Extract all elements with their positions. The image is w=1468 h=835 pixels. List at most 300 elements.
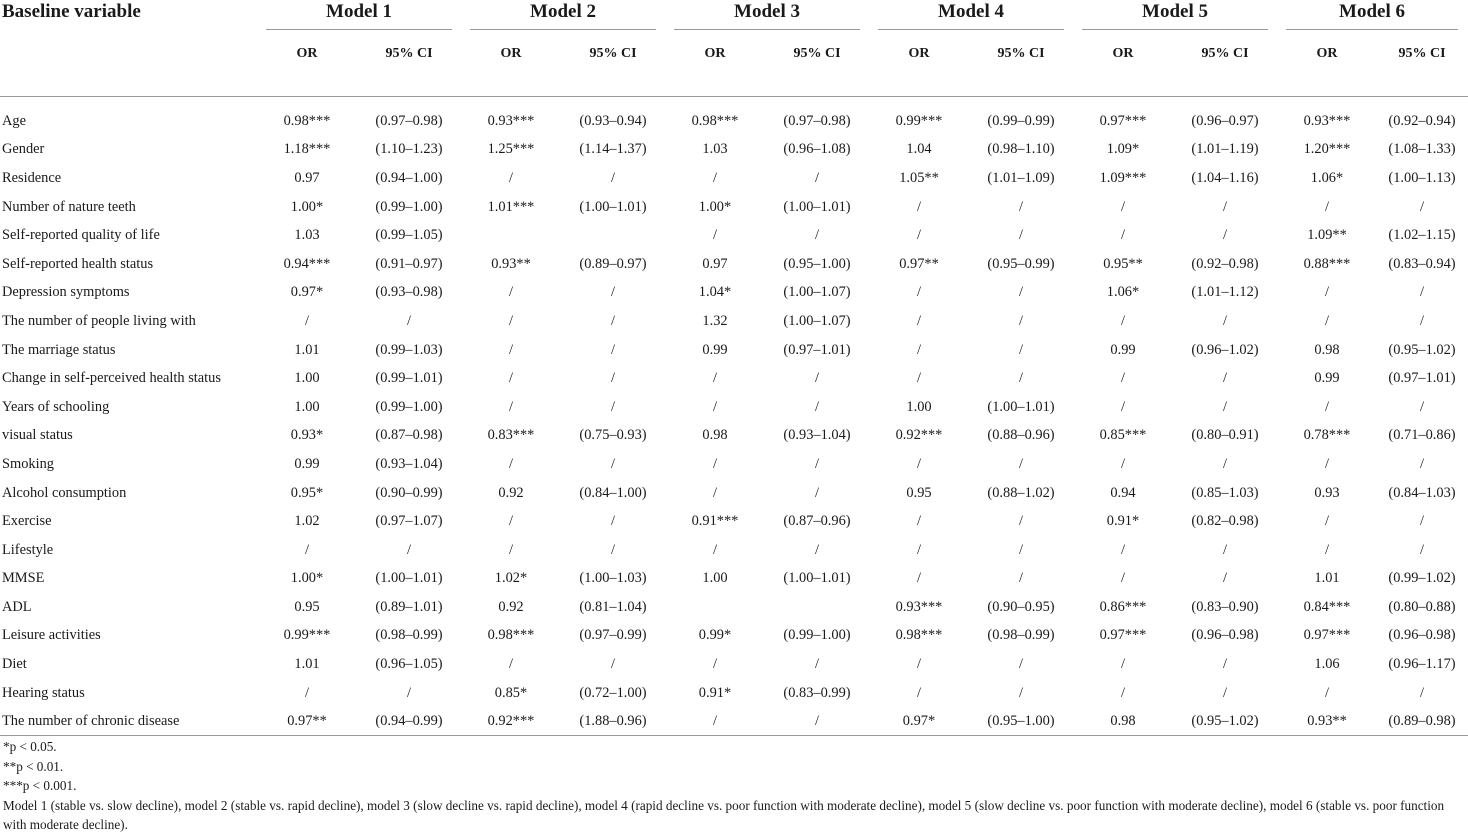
or-cell-model-6: 0.98 <box>1314 341 1340 358</box>
ci-cell-model-6: (0.96–1.17) <box>1388 656 1456 673</box>
or-cell-model-1: 0.93* <box>290 427 324 444</box>
ci-cell-model-4: (0.99–0.99) <box>987 112 1055 129</box>
variable-name-cell: MMSE <box>2 570 45 587</box>
or-cell-model-1: 0.97** <box>258 707 356 736</box>
variable-name-cell: Change in self-perceived health status <box>2 370 221 387</box>
or-cell-model-1: 1.03 <box>294 227 320 244</box>
or-cell-model-4: / <box>917 284 921 301</box>
footnote-model-descriptions: Model 1 (stable vs. slow decline), model 2 (stable vs. rapid decline), model 3 (slow decline vs. rapid decline), model 4 (rapid decline vs. poor function with moderate decline), model 5 (slow decline vs. poor function with moderate decline), model 6 (stable vs. poor function with moderate decline). <box>3 797 1445 833</box>
or-cell-model-4: 0.98*** <box>895 627 943 644</box>
ci-cell-model-4: (0.95–0.99) <box>987 255 1055 272</box>
ci-cell-model-1: (0.90–0.99) <box>375 484 443 501</box>
or-cell-model-6: 1.06 <box>1314 656 1340 673</box>
variable-name-cell: Self-reported health status <box>2 255 154 272</box>
or-header: OR <box>870 30 968 97</box>
or-cell-model-6: / <box>1325 312 1329 329</box>
ci-cell-model-3: (0.95–1.00) <box>783 255 851 272</box>
or-header: OR <box>666 30 764 97</box>
ci-cell-model-2: (0.89–0.97) <box>579 255 647 272</box>
or-cell-model-4: 0.93*** <box>895 598 943 615</box>
model-5-header: Model 5 <box>1074 0 1278 30</box>
or-cell-model-6: 1.20*** <box>1303 141 1351 158</box>
ci-cell-model-6: / <box>1420 455 1424 472</box>
or-cell-model-3: / <box>713 370 717 387</box>
ci-cell-model-6: / <box>1420 541 1424 558</box>
variable-name-cell: Lifestyle <box>2 541 54 558</box>
or-cell-model-4: / <box>917 656 921 673</box>
ci-cell-model-4: / <box>1019 312 1023 329</box>
ci-cell-model-5: / <box>1223 541 1227 558</box>
or-cell-model-1: / <box>305 684 309 701</box>
ci-cell-model-6: (0.92–0.94) <box>1388 112 1456 129</box>
ci-cell-model-6: (0.84–1.03) <box>1388 484 1456 501</box>
ci-cell-model-5: / <box>1223 684 1227 701</box>
ci-cell-model-4: / <box>1019 370 1023 387</box>
or-cell-model-2: 1.25*** <box>487 141 535 158</box>
ci-cell-model-5: / <box>1223 656 1227 673</box>
table-row <box>0 307 1468 336</box>
ci-cell-model-5: / <box>1223 227 1227 244</box>
ci-cell-model-6: (0.71–0.86) <box>1388 427 1456 444</box>
or-cell-model-5: / <box>1121 570 1125 587</box>
or-cell-model-5: 0.95** <box>1103 255 1143 272</box>
table-footnotes <box>3 737 1465 835</box>
ci-header: 95% CI <box>356 30 462 97</box>
ci-cell-model-2: (0.72–1.00) <box>579 684 647 701</box>
ci-cell-model-1: (0.99–1.05) <box>375 227 443 244</box>
or-cell-model-1: 0.97 <box>294 169 320 186</box>
ci-cell-model-4: / <box>1019 541 1023 558</box>
ci-cell-model-1: / <box>407 312 411 329</box>
ci-header: 95% CI <box>764 30 870 97</box>
ci-cell-model-5: / <box>1223 370 1227 387</box>
or-cell-model-4: 0.97* <box>870 707 968 736</box>
ci-cell-model-6: (0.99–1.02) <box>1388 570 1456 587</box>
or-cell-model-4: / <box>917 570 921 587</box>
table-row <box>0 393 1468 422</box>
ci-cell-model-5: (0.80–0.91) <box>1191 427 1259 444</box>
table-row <box>0 450 1468 479</box>
ci-cell-model-2: (0.93–0.94) <box>579 112 647 129</box>
or-cell-model-6: 0.97*** <box>1303 627 1351 644</box>
ci-cell-model-3: (1.00–1.07) <box>783 312 851 329</box>
variable-name-cell: Smoking <box>2 455 54 472</box>
ci-cell-model-6: / <box>1420 284 1424 301</box>
variable-name-cell: Gender <box>2 141 45 158</box>
ci-cell-model-6: / <box>1420 398 1424 415</box>
or-cell-model-1: 1.02 <box>294 513 320 530</box>
or-cell-model-4: / <box>917 370 921 387</box>
ci-cell-model-6: / <box>1420 513 1424 530</box>
ci-cell-model-6: (0.95–1.02) <box>1388 341 1456 358</box>
ci-cell-model-1: (0.99–1.00) <box>375 398 443 415</box>
or-cell-model-4: / <box>917 684 921 701</box>
or-cell-model-2: / <box>509 541 513 558</box>
or-cell-model-3: / <box>713 455 717 472</box>
ci-cell-model-4: / <box>1019 570 1023 587</box>
or-cell-model-3: / <box>713 398 717 415</box>
or-cell-model-3: / <box>713 227 717 244</box>
ci-cell-model-3: (1.00–1.01) <box>783 198 851 215</box>
or-cell-model-5: / <box>1121 227 1125 244</box>
table-row <box>0 136 1468 165</box>
ci-cell-model-2: (0.84–1.00) <box>579 484 647 501</box>
ci-cell-model-3: (0.87–0.96) <box>783 513 851 530</box>
or-cell-model-1: 1.18*** <box>283 141 331 158</box>
or-cell-model-2: / <box>509 341 513 358</box>
or-cell-model-5: / <box>1121 398 1125 415</box>
or-cell-model-4: / <box>917 513 921 530</box>
ci-cell-model-4: (0.88–1.02) <box>987 484 1055 501</box>
or-cell-model-3: 0.98 <box>702 427 728 444</box>
or-cell-model-1: / <box>305 312 309 329</box>
ci-cell-model-2: / <box>611 370 615 387</box>
or-cell-model-5: 0.97*** <box>1099 627 1147 644</box>
or-cell-model-6: 0.99 <box>1314 370 1340 387</box>
ci-cell-model-2: (0.97–0.99) <box>579 627 647 644</box>
ci-cell-model-5: (0.82–0.98) <box>1191 513 1259 530</box>
ci-cell-model-6: / <box>1420 198 1424 215</box>
table-row <box>0 622 1468 651</box>
ci-cell-model-5: (1.04–1.16) <box>1191 169 1259 186</box>
or-cell-model-3: 1.00* <box>698 198 732 215</box>
ci-cell-model-2: / <box>611 398 615 415</box>
or-cell-model-3: 0.97 <box>702 255 728 272</box>
ci-cell-model-5: / <box>1223 570 1227 587</box>
or-cell-model-1: 1.00* <box>290 198 324 215</box>
ci-cell-model-2: / <box>611 312 615 329</box>
or-cell-model-1: 0.99 <box>294 455 320 472</box>
table-row <box>0 679 1468 708</box>
or-cell-model-6: 1.09** <box>1307 227 1347 244</box>
or-cell-model-2: 0.92 <box>498 598 524 615</box>
or-cell-model-2: / <box>509 169 513 186</box>
or-cell-model-2: 0.93*** <box>487 112 535 129</box>
ci-cell-model-1: / <box>407 684 411 701</box>
variable-name-cell: The number of people living with <box>2 312 196 329</box>
ci-cell-model-3: / <box>815 370 819 387</box>
ci-cell-model-2: (1.88–0.96) <box>560 707 666 736</box>
or-cell-model-6: 0.93 <box>1314 484 1340 501</box>
ci-cell-model-3: / <box>815 227 819 244</box>
variable-name-cell: Leisure activities <box>2 627 101 644</box>
ci-cell-model-6: (1.08–1.33) <box>1388 141 1456 158</box>
table-row <box>0 479 1468 508</box>
or-cell-model-5: 1.09*** <box>1099 169 1147 186</box>
or-cell-model-2: 1.02* <box>494 570 528 587</box>
ci-cell-model-1: (0.97–0.98) <box>375 112 443 129</box>
ci-cell-model-2: / <box>611 169 615 186</box>
ci-cell-model-1: (0.89–1.01) <box>375 598 443 615</box>
model-header-row <box>0 0 1468 30</box>
or-cell-model-1: 1.00* <box>290 570 324 587</box>
ci-cell-model-1: (0.93–0.98) <box>375 284 443 301</box>
ci-cell-model-2: / <box>611 513 615 530</box>
model-4-header: Model 4 <box>870 0 1074 30</box>
or-cell-model-1: 0.99*** <box>283 627 331 644</box>
ci-cell-model-2 <box>560 221 666 250</box>
or-cell-model-2: 0.85* <box>494 684 528 701</box>
ci-cell-model-3: / <box>815 484 819 501</box>
ci-cell-model-1: (1.10–1.23) <box>375 141 443 158</box>
ci-cell-model-1: (0.91–0.97) <box>375 255 443 272</box>
ci-cell-model-2: / <box>611 656 615 673</box>
or-cell-model-1: 1.00 <box>294 370 320 387</box>
ci-cell-model-3 <box>764 593 870 622</box>
or-cell-model-3: 1.00 <box>702 570 728 587</box>
table-row <box>0 364 1468 393</box>
table-row <box>0 221 1468 250</box>
footnote-p001: ***p < 0.001. <box>3 778 77 794</box>
ci-cell-model-6: (1.00–1.13) <box>1388 169 1456 186</box>
or-cell-model-6: / <box>1325 284 1329 301</box>
variable-name-cell: Depression symptoms <box>2 284 130 301</box>
or-cell-model-5: / <box>1121 312 1125 329</box>
or-cell-model-1: / <box>305 541 309 558</box>
or-cell-model-6: / <box>1325 198 1329 215</box>
or-cell-model-6: 0.84*** <box>1303 598 1351 615</box>
or-cell-model-3: / <box>666 707 764 736</box>
or-cell-model-3: 1.04* <box>698 284 732 301</box>
or-header: OR <box>462 30 560 97</box>
table-row <box>0 336 1468 365</box>
or-cell-model-2: 0.98*** <box>487 627 535 644</box>
table-row <box>0 193 1468 222</box>
or-cell-model-5: / <box>1121 684 1125 701</box>
or-cell-model-5: / <box>1121 541 1125 558</box>
or-cell-model-3: 0.91*** <box>691 513 739 530</box>
ci-cell-model-1: (0.97–1.07) <box>375 513 443 530</box>
ci-cell-model-4: (0.90–0.95) <box>987 598 1055 615</box>
or-cell-model-6: 1.01 <box>1314 570 1340 587</box>
or-cell-model-5: 0.85*** <box>1099 427 1147 444</box>
or-cell-model-3: 0.99* <box>698 627 732 644</box>
ci-cell-model-4: / <box>1019 455 1023 472</box>
or-cell-model-3: 1.32 <box>702 312 728 329</box>
or-cell-model-5: / <box>1121 198 1125 215</box>
ci-cell-model-5: (0.83–0.90) <box>1191 598 1259 615</box>
ci-cell-model-2: (1.14–1.37) <box>579 141 647 158</box>
footnote-p01: **p < 0.01. <box>3 758 64 774</box>
or-header: OR <box>1074 30 1172 97</box>
ci-cell-model-4: (1.01–1.09) <box>987 169 1055 186</box>
ci-cell-model-3: / <box>815 541 819 558</box>
ci-cell-model-4: / <box>1019 198 1023 215</box>
ci-cell-model-2: / <box>611 455 615 472</box>
ci-cell-model-4: / <box>1019 227 1023 244</box>
or-cell-model-4: 0.92*** <box>895 427 943 444</box>
variable-name-cell: The number of chronic disease <box>0 707 258 736</box>
ci-cell-model-3: / <box>815 169 819 186</box>
or-cell-model-2: / <box>509 284 513 301</box>
ci-cell-model-6: (0.97–1.01) <box>1388 370 1456 387</box>
variable-name-cell: The marriage status <box>2 341 116 358</box>
ci-cell-model-6: (0.83–0.94) <box>1388 255 1456 272</box>
or-cell-model-6: 0.93*** <box>1303 112 1351 129</box>
or-cell-model-5: 1.06* <box>1106 284 1140 301</box>
or-cell-model-2 <box>462 221 560 250</box>
ci-cell-model-5: (0.96–0.98) <box>1191 627 1259 644</box>
ci-cell-model-5: / <box>1223 455 1227 472</box>
or-cell-model-6: / <box>1325 398 1329 415</box>
or-cell-model-4: / <box>917 227 921 244</box>
variable-name-cell: Age <box>2 112 26 129</box>
ci-cell-model-6: (0.89–0.98) <box>1376 707 1468 736</box>
or-cell-model-5: / <box>1121 370 1125 387</box>
ci-cell-model-2: (1.00–1.01) <box>579 198 647 215</box>
ci-cell-model-3: (0.97–1.01) <box>783 341 851 358</box>
ci-cell-model-5: (0.96–1.02) <box>1191 341 1259 358</box>
or-cell-model-4: / <box>917 541 921 558</box>
or-cell-model-3: / <box>713 484 717 501</box>
or-cell-model-5: / <box>1121 455 1125 472</box>
ci-cell-model-6: (1.02–1.15) <box>1388 227 1456 244</box>
table-row <box>0 650 1468 679</box>
ci-cell-model-4: (0.88–0.96) <box>987 427 1055 444</box>
or-cell-model-2: 1.01*** <box>487 198 535 215</box>
variable-name-cell: Years of schooling <box>2 398 110 415</box>
or-cell-model-1: 0.97* <box>290 284 324 301</box>
or-cell-model-4: 1.04 <box>906 141 932 158</box>
or-cell-model-6: / <box>1325 541 1329 558</box>
ci-cell-model-1: (0.94–0.99) <box>356 707 462 736</box>
ci-cell-model-4: (0.98–0.99) <box>987 627 1055 644</box>
ci-cell-model-4: / <box>1019 656 1023 673</box>
ci-cell-model-5: (1.01–1.19) <box>1191 141 1259 158</box>
or-cell-model-3: 0.91* <box>698 684 732 701</box>
variable-name-cell: Diet <box>2 656 27 673</box>
table-row <box>0 107 1468 136</box>
or-cell-model-4: 0.97** <box>899 255 939 272</box>
footnote-p05: *p < 0.05. <box>3 739 57 754</box>
ci-cell-model-3: (0.93–1.04) <box>783 427 851 444</box>
or-cell-model-1: 0.95* <box>290 484 324 501</box>
or-cell-model-3: / <box>713 541 717 558</box>
ci-cell-model-4: (1.00–1.01) <box>987 398 1055 415</box>
or-cell-model-2: / <box>509 398 513 415</box>
ci-cell-model-2: (0.81–1.04) <box>579 598 647 615</box>
ci-cell-model-1: (0.99–1.03) <box>375 341 443 358</box>
ci-cell-model-2: (1.00–1.03) <box>579 570 647 587</box>
or-cell-model-5: 0.98 <box>1074 707 1172 736</box>
or-cell-model-3 <box>666 593 764 622</box>
or-cell-model-2: 0.92 <box>498 484 524 501</box>
ci-cell-model-6: / <box>1420 684 1424 701</box>
model-2-header: Model 2 <box>462 0 666 30</box>
variable-name-cell: visual status <box>2 427 73 444</box>
ci-cell-model-3: / <box>764 707 870 736</box>
or-cell-model-4: 0.99*** <box>895 112 943 129</box>
or-ci-header-row <box>0 30 1468 97</box>
or-cell-model-1: 1.01 <box>294 656 320 673</box>
ci-cell-model-5: (0.96–0.97) <box>1191 112 1259 129</box>
ci-cell-model-6: / <box>1420 312 1424 329</box>
or-cell-model-3: 1.03 <box>702 141 728 158</box>
ci-cell-model-4: / <box>1019 684 1023 701</box>
or-cell-model-4: / <box>917 198 921 215</box>
or-cell-model-4: 1.05** <box>899 169 939 186</box>
ci-cell-model-4: / <box>1019 341 1023 358</box>
ci-cell-model-2: / <box>611 341 615 358</box>
model-1-header: Model 1 <box>258 0 462 30</box>
ci-cell-model-6: (0.80–0.88) <box>1388 598 1456 615</box>
ci-cell-model-3: / <box>815 398 819 415</box>
ci-cell-model-1: (1.00–1.01) <box>375 570 443 587</box>
or-cell-model-2: / <box>509 513 513 530</box>
or-cell-model-4: / <box>917 312 921 329</box>
or-cell-model-3: / <box>713 169 717 186</box>
or-cell-model-5: 0.86*** <box>1099 598 1147 615</box>
ci-cell-model-2: / <box>611 284 615 301</box>
header-blank <box>0 30 258 97</box>
ci-cell-model-3: / <box>815 656 819 673</box>
ci-cell-model-1: / <box>407 541 411 558</box>
or-cell-model-4: 0.95 <box>906 484 932 501</box>
ci-cell-model-2: (0.75–0.93) <box>579 427 647 444</box>
ci-cell-model-1: (0.96–1.05) <box>375 656 443 673</box>
ci-cell-model-5: / <box>1223 312 1227 329</box>
or-cell-model-1: 1.01 <box>294 341 320 358</box>
header-spacer <box>0 97 1468 108</box>
or-cell-model-6: / <box>1325 684 1329 701</box>
ci-cell-model-3: (1.00–1.07) <box>783 284 851 301</box>
table-row <box>0 422 1468 451</box>
table-row <box>0 250 1468 279</box>
model-3-header: Model 3 <box>666 0 870 30</box>
ci-cell-model-5: (0.92–0.98) <box>1191 255 1259 272</box>
ci-cell-model-3: (0.96–1.08) <box>783 141 851 158</box>
or-cell-model-1: 1.00 <box>294 398 320 415</box>
or-cell-model-6: 0.78*** <box>1303 427 1351 444</box>
or-cell-model-2: / <box>509 455 513 472</box>
ci-header: 95% CI <box>968 30 1074 97</box>
or-cell-model-3: 0.98*** <box>691 112 739 129</box>
ci-cell-model-1: (0.87–0.98) <box>375 427 443 444</box>
ci-cell-model-2: / <box>611 541 615 558</box>
ci-cell-model-4: (0.95–1.00) <box>968 707 1074 736</box>
or-cell-model-2: 0.93** <box>491 255 531 272</box>
or-header: OR <box>258 30 356 97</box>
table-row <box>0 536 1468 565</box>
or-cell-model-1: 0.98*** <box>283 112 331 129</box>
ci-cell-model-5: (0.85–1.03) <box>1191 484 1259 501</box>
or-cell-model-6: / <box>1325 513 1329 530</box>
variable-name-cell: Hearing status <box>2 684 85 701</box>
or-cell-model-5: 0.99 <box>1110 341 1136 358</box>
or-cell-model-2: / <box>509 312 513 329</box>
or-cell-model-5: 1.09* <box>1106 141 1140 158</box>
or-cell-model-5: 0.94 <box>1110 484 1136 501</box>
ci-cell-model-6: (0.96–0.98) <box>1388 627 1456 644</box>
ci-cell-model-5: (1.01–1.12) <box>1191 284 1259 301</box>
ci-cell-model-3: (1.00–1.01) <box>783 570 851 587</box>
table-row <box>0 164 1468 193</box>
or-cell-model-1: 0.94*** <box>283 255 331 272</box>
ci-cell-model-4: / <box>1019 284 1023 301</box>
table-row <box>0 507 1468 536</box>
variable-name-cell: ADL <box>2 598 32 615</box>
ci-cell-model-1: (0.94–1.00) <box>375 169 443 186</box>
or-cell-model-2: / <box>509 656 513 673</box>
table-row <box>0 279 1468 308</box>
ci-cell-model-1: (0.99–1.01) <box>375 370 443 387</box>
or-cell-model-4: 1.00 <box>906 398 932 415</box>
or-cell-model-1: 0.95 <box>294 598 320 615</box>
model-6-header: Model 6 <box>1278 0 1468 30</box>
variable-name-cell: Self-reported quality of life <box>2 227 160 244</box>
ci-cell-model-3: (0.83–0.99) <box>783 684 851 701</box>
ci-cell-model-3: / <box>815 455 819 472</box>
